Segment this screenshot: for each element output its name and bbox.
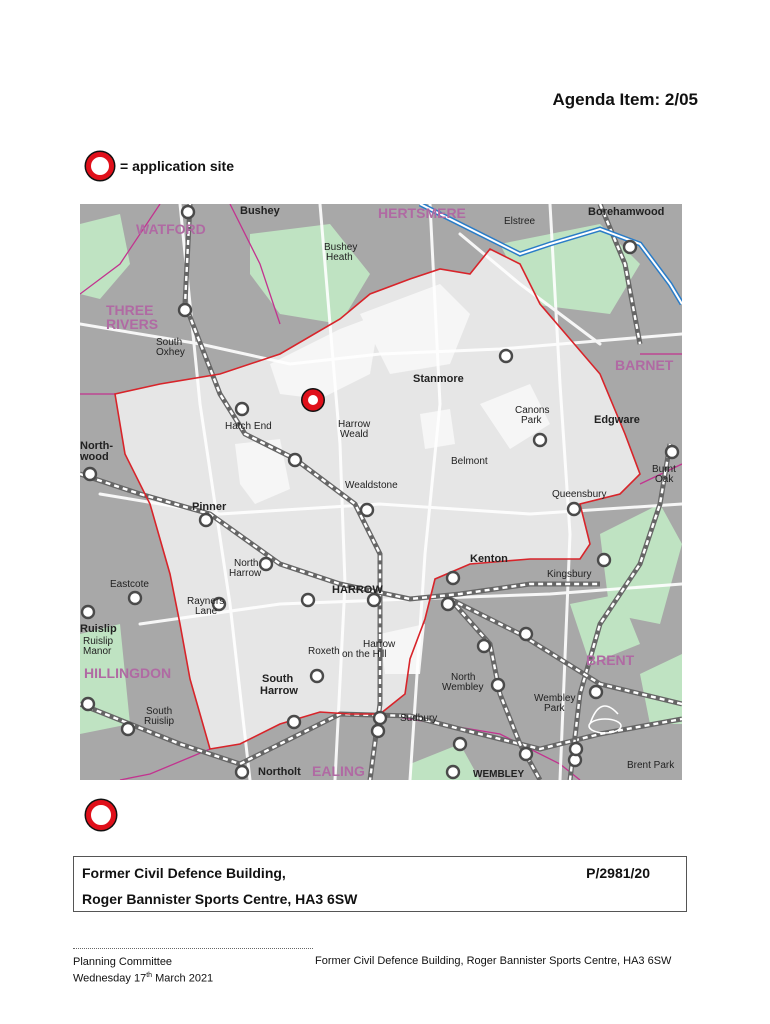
- footer-committee: Planning Committee: [73, 956, 173, 968]
- label-three-rivers-2: RIVERS: [106, 316, 159, 332]
- label-borehamwood: Borehamwood: [588, 206, 665, 218]
- label-south-ruislip-2: Ruislip: [144, 716, 175, 727]
- label-edgware: Edgware: [594, 414, 640, 426]
- label-harrow-hill-2: on the Hill: [342, 649, 387, 660]
- label-north-wembley-1: North: [451, 672, 476, 683]
- label-ruislip: Ruislip: [80, 623, 117, 635]
- label-brent: BRENT: [586, 652, 635, 668]
- label-kenton: Kenton: [470, 553, 508, 565]
- label-ruislip-manor-1: Ruislip: [83, 636, 114, 647]
- footer-site: Former Civil Defence Building, Roger Bannister Sports Centre, HA3 6SW: [315, 955, 672, 967]
- label-wembley: WEMBLEY: [473, 769, 525, 780]
- label-wealdstone: Wealdstone: [345, 480, 398, 491]
- label-south-harrow-2: Harrow: [260, 685, 298, 697]
- label-south-oxhey-1: South: [156, 337, 183, 348]
- application-site-marker-icon-2: [86, 800, 116, 830]
- label-ealing: EALING: [312, 763, 365, 779]
- label-harrow-weald-1: Harrow: [338, 419, 371, 430]
- label-roxeth: Roxeth: [308, 646, 340, 657]
- label-watford: WATFORD: [136, 221, 206, 237]
- label-north-harrow-2: Harrow: [229, 568, 262, 579]
- label-elstree: Elstree: [504, 216, 536, 227]
- label-eastcote: Eastcote: [110, 579, 149, 590]
- location-map: [80, 204, 682, 780]
- label-harrow: HARROW: [332, 584, 383, 596]
- application-reference: P/2981/20: [586, 865, 650, 881]
- label-burnt-oak-1: Burnt: [652, 464, 676, 475]
- label-canons-park-2: Park: [521, 415, 542, 426]
- label-northwood-2: wood: [80, 451, 109, 463]
- label-bushey-heath-1: Bushey: [324, 242, 358, 253]
- label-burnt-oak-2: Oak: [655, 474, 674, 485]
- label-rayners-lane-2: Lane: [195, 606, 218, 617]
- label-bushey: Bushey: [240, 205, 280, 217]
- label-south-ruislip-1: South: [146, 706, 173, 717]
- label-south-harrow-1: South: [262, 673, 294, 685]
- site-address-line2: Roger Bannister Sports Centre, HA3 6SW: [82, 891, 358, 907]
- label-rayners-lane-1: Rayners: [187, 596, 225, 607]
- footer-divider: [73, 948, 313, 949]
- site-info-box: [73, 856, 687, 912]
- agenda-item-title: Agenda Item: 2/05: [552, 90, 698, 109]
- footer-committee-info: [73, 955, 213, 986]
- label-brent-park: Brent Park: [627, 760, 675, 771]
- label-queensbury: Queensbury: [552, 489, 607, 500]
- legend-label: = application site: [120, 158, 234, 174]
- label-canons-park-1: Canons: [515, 405, 550, 416]
- label-harrow-weald-2: Weald: [340, 429, 369, 440]
- map-legend: [86, 152, 234, 180]
- label-wembley-park-2: Park: [544, 703, 565, 714]
- footer-date: Wednesday 17th March 2021: [73, 972, 214, 985]
- label-pinner: Pinner: [192, 501, 227, 513]
- label-hatch-end: Hatch End: [225, 421, 272, 432]
- label-ruislip-manor-2: Manor: [83, 646, 112, 657]
- label-north-harrow-1: North: [234, 558, 259, 569]
- label-harrow-hill-1: Harrow: [363, 639, 396, 650]
- label-northwood-1: North-: [80, 440, 113, 452]
- application-site-map-marker-icon: [301, 388, 325, 412]
- site-address-line1: Former Civil Defence Building,: [82, 865, 286, 881]
- label-northolt: Northolt: [258, 766, 301, 778]
- label-wembley-park-1: Wembley: [534, 693, 576, 704]
- application-site-marker-icon: [86, 152, 114, 180]
- label-stanmore: Stanmore: [413, 373, 464, 385]
- label-hertsmere: HERTSMERE: [378, 205, 466, 221]
- label-south-oxhey-2: Oxhey: [156, 347, 185, 358]
- label-barnet: BARNET: [615, 357, 674, 373]
- label-north-wembley-2: Wembley: [442, 682, 484, 693]
- label-sudbury: Sudbury: [400, 713, 438, 724]
- label-bushey-heath-2: Heath: [326, 252, 353, 263]
- label-belmont: Belmont: [451, 456, 488, 467]
- label-three-rivers-1: THREE: [106, 302, 154, 318]
- label-hillingdon: HILLINGDON: [84, 665, 172, 681]
- label-kingsbury: Kingsbury: [547, 569, 592, 580]
